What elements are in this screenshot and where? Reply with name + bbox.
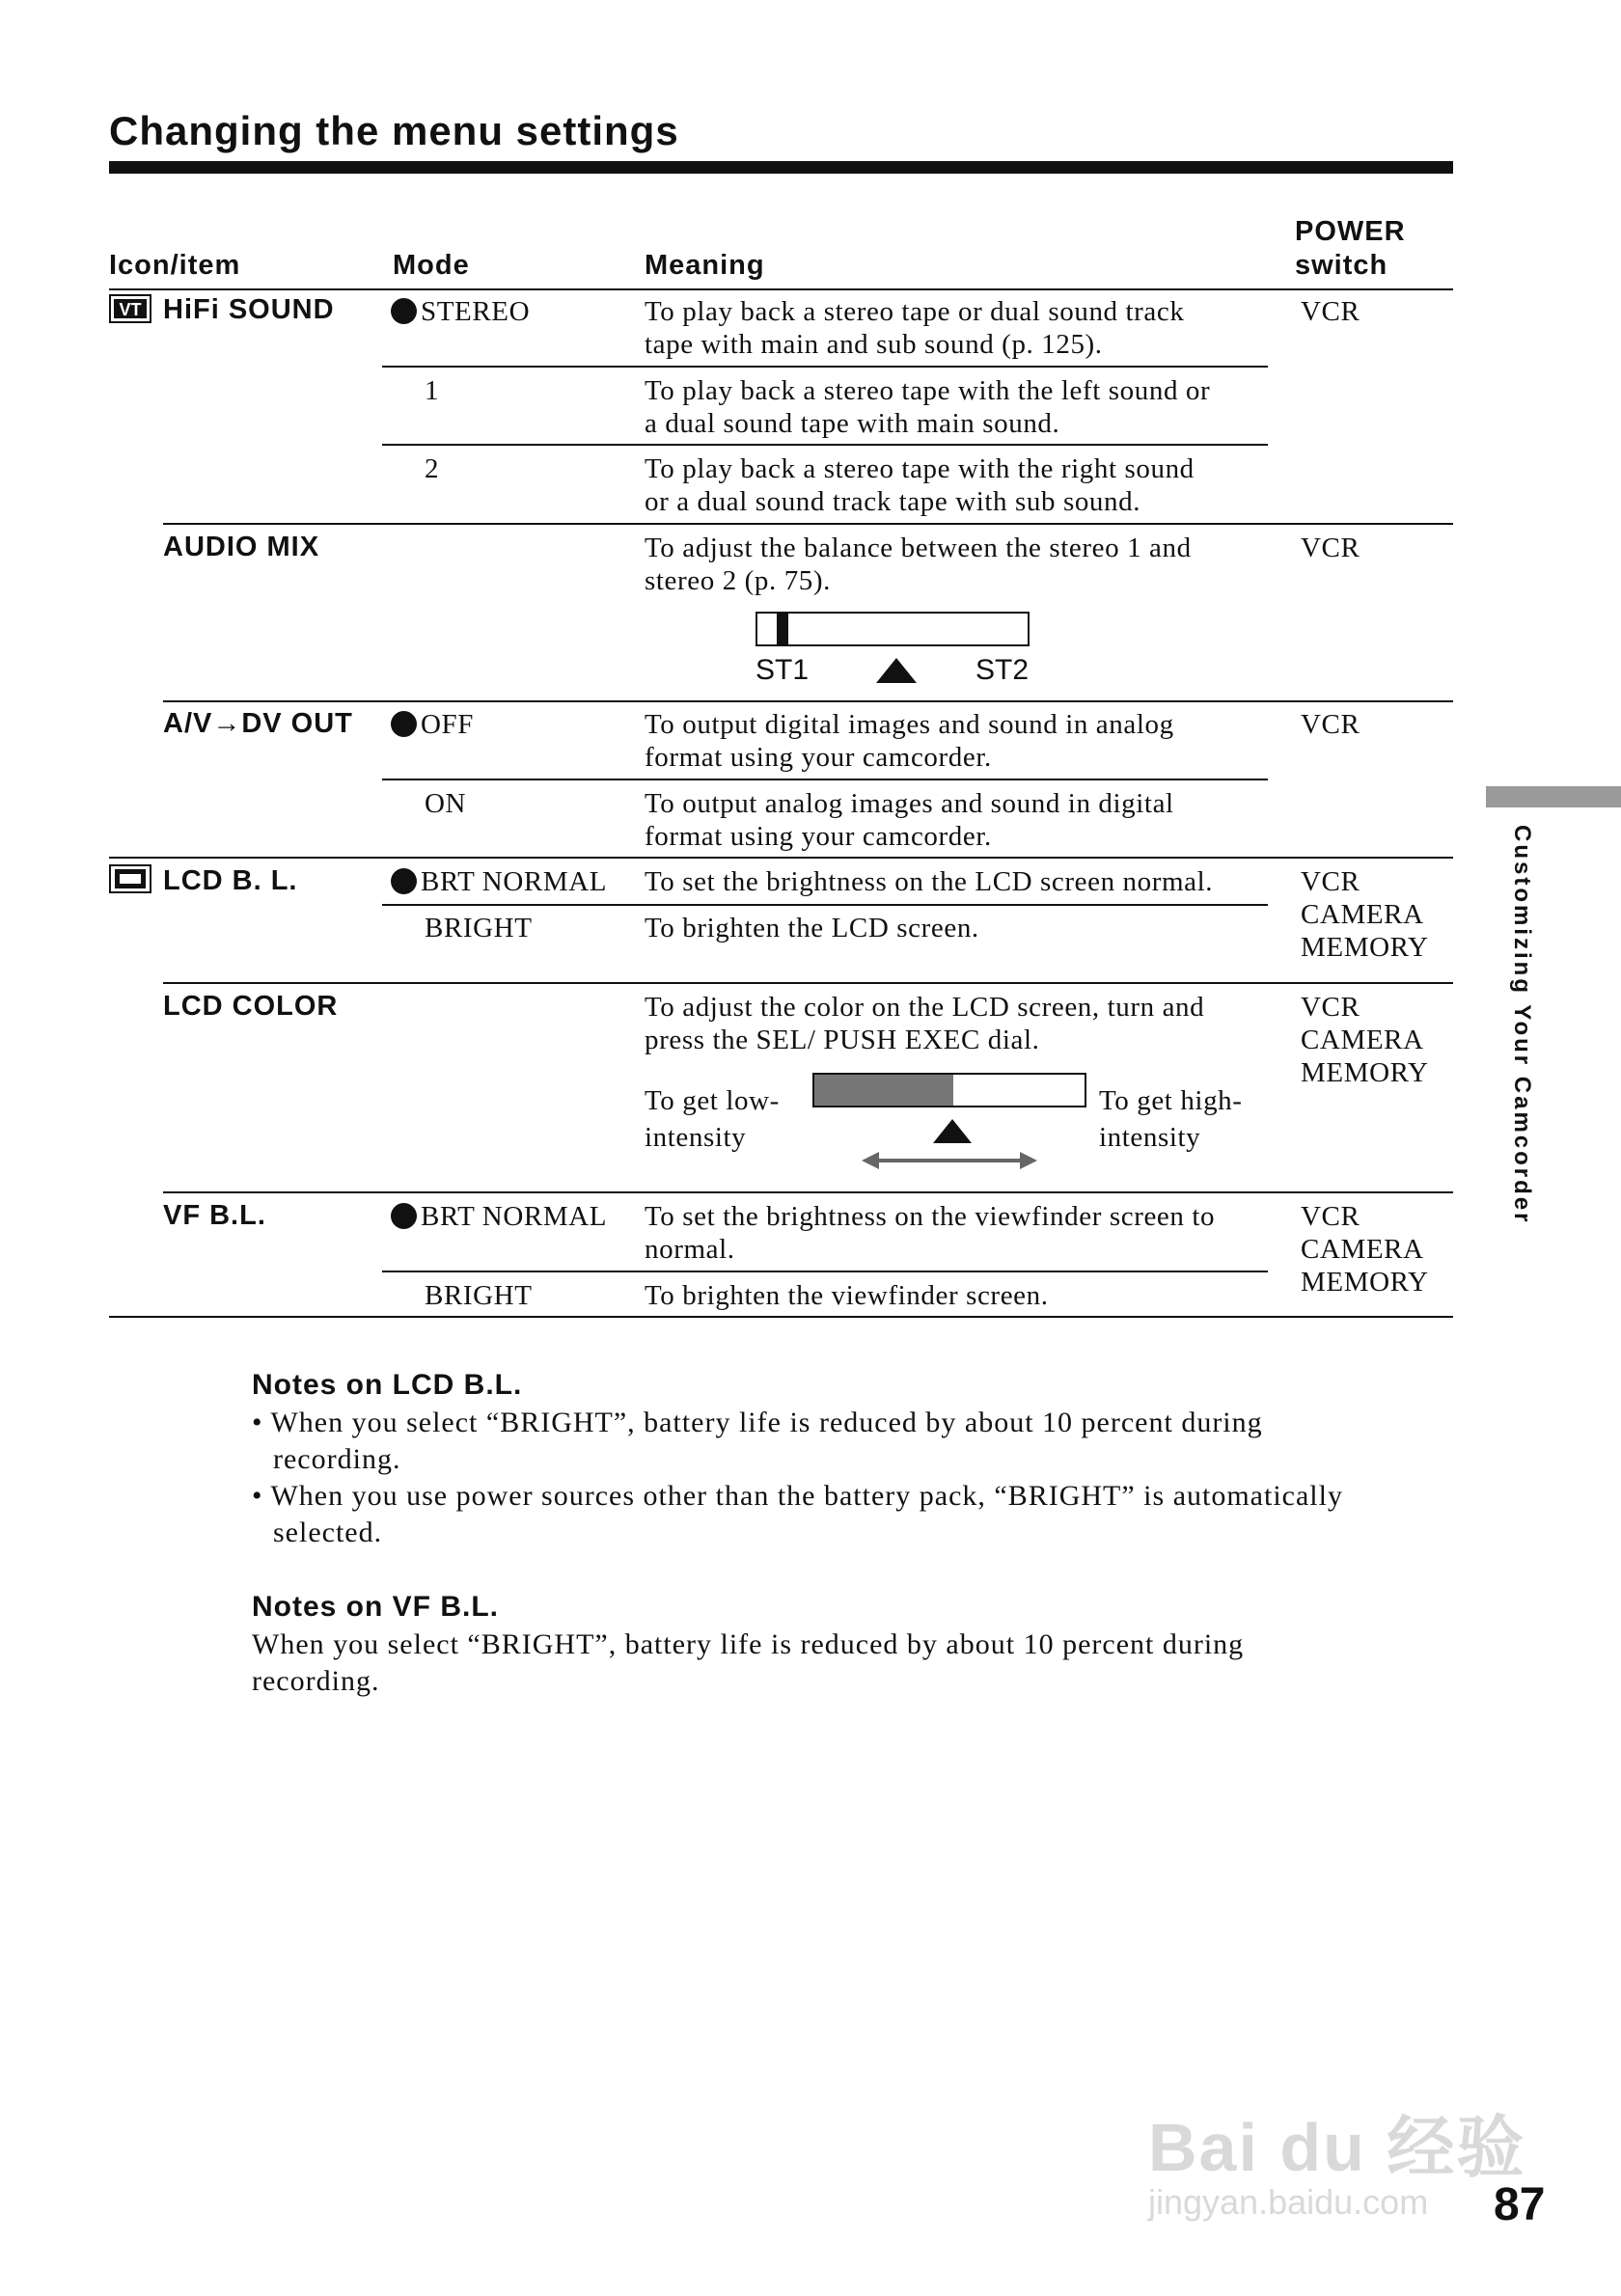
header-power-line1: POWER [1295,216,1406,247]
row-divider [382,1271,1268,1272]
item-hifi-sound: HiFi SOUND [163,294,335,325]
item-audio-mix: AUDIO MIX [163,532,320,562]
meaning-lcd-bright: To brighten the LCD screen. [645,913,979,943]
row-divider [109,857,1453,859]
header-power-line2: switch [1295,250,1388,281]
label-high-intensity: To get high- intensity [1099,1085,1243,1153]
mode-on: ON [425,788,467,819]
meaning-vf-normal: To set the brightness on the viewfinder screen to normal. [645,1201,1216,1265]
power-lcd-bl: VCR CAMERA MEMORY [1301,866,1429,963]
section-side-label: Customizing Your Camcorder [1509,825,1535,1225]
notes-vf-title: Notes on VF B.L. [252,1591,499,1623]
item-vf-bl: VF B.L. [163,1200,266,1231]
header-rule [109,288,1453,290]
scale-st2: ST2 [975,654,1030,686]
meaning-audio-mix: To adjust the balance between the stereo 1 and stereo 2 (p. 75). [645,533,1192,596]
meaning-vf-bright: To brighten the viewfinder screen. [645,1280,1049,1311]
item-av-dv-out: A/V→DV OUT [163,708,353,739]
meaning-on: To output analog images and sound in digital format using your camcorder. [645,788,1174,852]
triangle-up-icon [876,658,917,683]
table-bottom-rule [109,1316,1453,1318]
scale-st1: ST1 [756,654,810,686]
row-divider [382,444,1268,446]
mode-vf-bright: BRIGHT [425,1280,533,1311]
meaning-1: To play back a stereo tape with the left sound or a dual sound tape with main sound. [645,375,1211,439]
mode-1: 1 [425,375,440,406]
row-divider [163,1191,1453,1193]
item-lcd-bl: LCD B. L. [163,865,298,896]
title-rule [109,161,1453,174]
power-vf-bl: VCR CAMERA MEMORY [1301,1201,1429,1298]
meaning-off: To output digital images and sound in analog format using your camcorder. [645,709,1174,773]
default-bullet-icon [391,711,417,737]
meaning-lcd-color: To adjust the color on the LCD screen, turn and press the SEL/ PUSH EXEC dial. [645,992,1205,1055]
page-number: 87 [1494,2179,1546,2230]
mode-bright: BRIGHT [425,913,533,943]
lcd-menu-icon [109,864,151,893]
row-divider [163,700,1453,702]
row-divider [382,779,1268,780]
triangle-up-icon [933,1119,972,1143]
double-arrow-icon [862,1149,1037,1172]
meaning-stereo: To play back a stereo tape or dual sound track tape with main and sub sound (p. 125). [645,296,1185,360]
mode-vf-brt-normal: BRT NORMAL [391,1200,607,1233]
mode-off: OFF [391,708,474,741]
notes-vf-text: When you select “BRIGHT”, battery life is reduced by about 10 percent during recording. [252,1628,1245,1697]
watermark-logo: Bai du 经验 [1148,2110,1526,2185]
default-bullet-icon [391,868,417,894]
row-divider [163,982,1453,984]
notes-lcd-item-1: • When you select “BRIGHT”, battery life is reduced by about 10 percent during recording. [252,1407,1263,1475]
default-bullet-icon [391,298,417,324]
default-bullet-icon [391,1203,417,1229]
row-divider [382,904,1268,906]
mode-brt-normal: BRT NORMAL [391,865,607,898]
vtr-menu-icon [109,294,151,323]
notes-lcd-title: Notes on LCD B.L. [252,1369,523,1401]
color-intensity-bar [812,1073,1086,1107]
power-av-dv: VCR [1301,709,1360,740]
row-divider [382,366,1268,368]
power-hifi: VCR [1301,296,1360,327]
svg-text:VT: VT [119,300,142,319]
header-icon-item: Icon/item [109,250,241,281]
item-lcd-color: LCD COLOR [163,991,339,1022]
mode-2: 2 [425,453,440,484]
section-tab-bar [1486,786,1621,807]
watermark-url: jingyan.baidu.com [1148,2182,1429,2222]
header-mode: Mode [393,250,470,281]
intensity-fill [814,1075,953,1106]
balance-indicator [777,614,788,644]
header-meaning: Meaning [645,250,765,281]
notes-lcd-item-2: • When you use power sources other than the battery pack, “BRIGHT” is automatically selected. [252,1480,1343,1548]
meaning-2: To play back a stereo tape with the right sound or a dual sound track tape with sub sound. [645,453,1195,517]
label-low-intensity: To get low- intensity [645,1085,780,1153]
power-lcd-color: VCR CAMERA MEMORY [1301,992,1429,1088]
mode-stereo: STEREO [391,295,530,328]
audio-mix-balance-bar [756,612,1030,646]
row-divider [163,523,1453,525]
page-title: Changing the menu settings [109,108,679,153]
meaning-lcd-normal: To set the brightness on the LCD screen normal. [645,866,1214,897]
power-audio-mix: VCR [1301,533,1360,563]
